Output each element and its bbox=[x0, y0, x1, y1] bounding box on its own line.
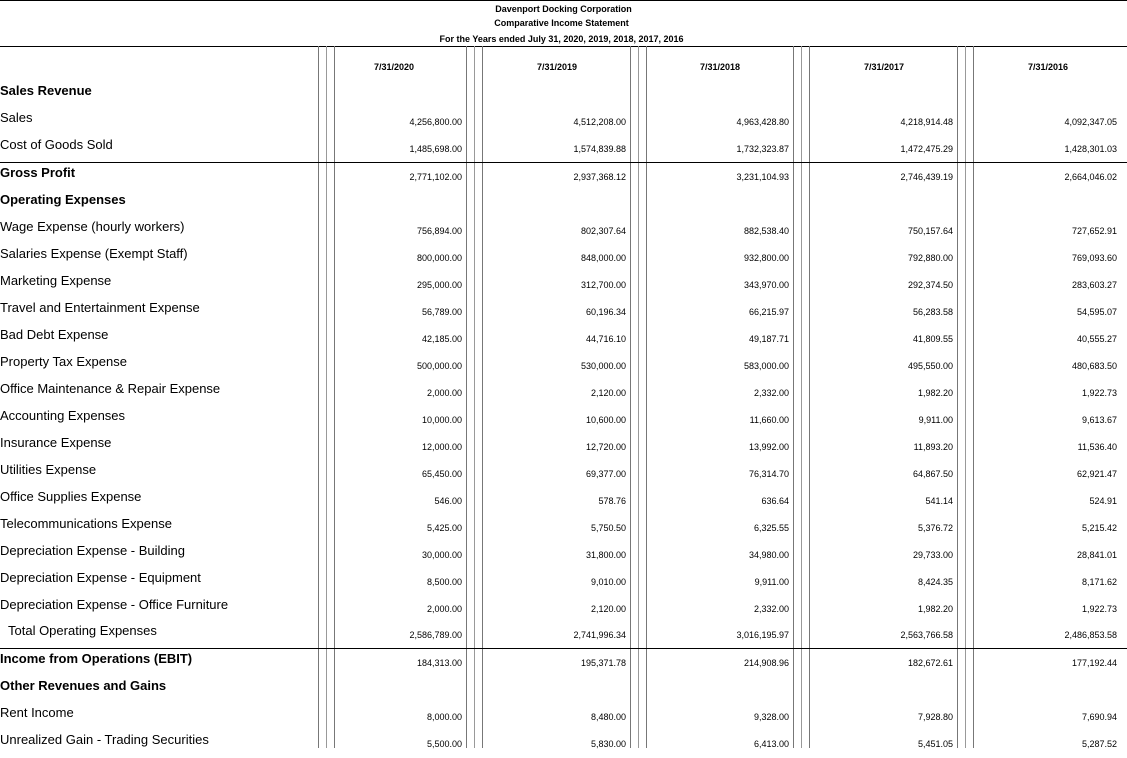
column-header-2019: 7/31/2019 bbox=[536, 62, 578, 72]
row-value: 182,672.61 bbox=[907, 658, 953, 668]
subtotal-rule bbox=[0, 648, 1127, 649]
row-value: 42,185.00 bbox=[421, 334, 462, 344]
row-value: 9,911.00 bbox=[754, 577, 789, 587]
row-value: 56,283.58 bbox=[912, 307, 953, 317]
row-label: Utilities Expense bbox=[0, 462, 97, 477]
row-value: 65,450.00 bbox=[421, 469, 462, 479]
row-value: 1,485,698.00 bbox=[409, 144, 462, 154]
row-value: 10,600.00 bbox=[585, 415, 626, 425]
row-value: 64,867.50 bbox=[912, 469, 953, 479]
row-value: 8,424.35 bbox=[917, 577, 953, 587]
table-row bbox=[0, 164, 1127, 191]
table-row bbox=[0, 704, 1127, 731]
row-value: 4,512,208.00 bbox=[573, 117, 626, 127]
top-border bbox=[0, 0, 1127, 1]
row-value: 2,332.00 bbox=[753, 388, 789, 398]
table-row bbox=[0, 272, 1127, 299]
row-value: 5,376.72 bbox=[917, 523, 953, 533]
row-value: 8,500.00 bbox=[426, 577, 462, 587]
row-label: Office Maintenance & Repair Expense bbox=[0, 381, 221, 396]
row-value: 1,472,475.29 bbox=[900, 144, 953, 154]
table-row bbox=[0, 731, 1127, 758]
row-value: 500,000.00 bbox=[416, 361, 462, 371]
row-value: 11,893.20 bbox=[913, 442, 953, 452]
row-value: 5,830.00 bbox=[590, 739, 626, 749]
row-value: 8,480.00 bbox=[590, 712, 626, 722]
row-value: 9,010.00 bbox=[590, 577, 626, 587]
row-value: 41,809.55 bbox=[912, 334, 953, 344]
table-row bbox=[0, 596, 1127, 623]
row-value: 882,538.40 bbox=[743, 226, 789, 236]
table-row bbox=[0, 569, 1127, 596]
row-label: Other Revenues and Gains bbox=[0, 678, 167, 693]
row-value: 1,922.73 bbox=[1081, 388, 1117, 398]
row-value: 1,982.20 bbox=[917, 604, 953, 614]
row-label: Income from Operations (EBIT) bbox=[0, 651, 193, 666]
row-label: Accounting Expenses bbox=[0, 408, 126, 423]
row-label: Unrealized Gain - Trading Securities bbox=[0, 732, 209, 747]
row-value: 66,215.97 bbox=[748, 307, 789, 317]
table-row bbox=[0, 353, 1127, 380]
column-header-2020: 7/31/2020 bbox=[373, 62, 415, 72]
row-label: Sales Revenue bbox=[0, 83, 92, 98]
row-value: 2,563,766.58 bbox=[900, 630, 953, 640]
row-value: 2,000.00 bbox=[426, 604, 462, 614]
row-value: 283,603.27 bbox=[1071, 280, 1117, 290]
table-row bbox=[0, 218, 1127, 245]
row-value: 56,789.00 bbox=[421, 307, 462, 317]
row-value: 2,586,789.00 bbox=[409, 630, 462, 640]
row-label: Bad Debt Expense bbox=[0, 327, 109, 342]
row-value: 69,377.00 bbox=[585, 469, 626, 479]
column-header-2017: 7/31/2017 bbox=[863, 62, 905, 72]
subtotal-rule bbox=[0, 162, 1127, 163]
row-value: 480,683.50 bbox=[1071, 361, 1117, 371]
row-label: Operating Expenses bbox=[0, 192, 126, 207]
row-value: 292,374.50 bbox=[907, 280, 953, 290]
row-label: Gross Profit bbox=[0, 165, 76, 180]
row-value: 848,000.00 bbox=[580, 253, 626, 263]
row-label: Property Tax Expense bbox=[0, 354, 127, 369]
row-value: 343,970.00 bbox=[743, 280, 789, 290]
row-value: 5,425.00 bbox=[426, 523, 462, 533]
row-label: Total Operating Expenses bbox=[8, 623, 157, 638]
row-value: 2,000.00 bbox=[426, 388, 462, 398]
row-value: 13,992.00 bbox=[748, 442, 789, 452]
row-label: Insurance Expense bbox=[0, 435, 112, 450]
row-value: 4,092,347.05 bbox=[1064, 117, 1117, 127]
row-value: 3,231,104.93 bbox=[736, 172, 789, 182]
table-row bbox=[0, 109, 1127, 136]
table-row bbox=[0, 542, 1127, 569]
table-row bbox=[0, 245, 1127, 272]
row-value: 31,800.00 bbox=[585, 550, 626, 560]
row-label: Office Supplies Expense bbox=[0, 489, 142, 504]
table-row bbox=[0, 407, 1127, 434]
row-value: 34,980.00 bbox=[748, 550, 789, 560]
row-value: 2,120.00 bbox=[590, 388, 626, 398]
row-value: 8,000.00 bbox=[426, 712, 462, 722]
row-value: 2,664,046.02 bbox=[1064, 172, 1117, 182]
row-value: 44,716.10 bbox=[585, 334, 626, 344]
row-value: 636.64 bbox=[761, 496, 789, 506]
row-value: 7,928.80 bbox=[917, 712, 953, 722]
row-value: 295,000.00 bbox=[416, 280, 462, 290]
row-label: Sales bbox=[0, 110, 33, 125]
row-value: 214,908.96 bbox=[743, 658, 789, 668]
row-label: Depreciation Expense - Equipment bbox=[0, 570, 201, 585]
row-value: 195,371.78 bbox=[580, 658, 626, 668]
row-value: 4,218,914.48 bbox=[900, 117, 953, 127]
row-value: 29,733.00 bbox=[912, 550, 953, 560]
row-value: 177,192.44 bbox=[1071, 658, 1117, 668]
row-value: 5,750.50 bbox=[590, 523, 626, 533]
row-value: 30,000.00 bbox=[421, 550, 462, 560]
row-value: 11,660.00 bbox=[749, 415, 789, 425]
row-value: 727,652.91 bbox=[1071, 226, 1117, 236]
row-value: 1,732,323.87 bbox=[736, 144, 789, 154]
row-value: 4,963,428.80 bbox=[736, 117, 789, 127]
row-value: 583,000.00 bbox=[743, 361, 789, 371]
row-value: 7,690.94 bbox=[1081, 712, 1117, 722]
row-value: 40,555.27 bbox=[1076, 334, 1117, 344]
row-value: 932,800.00 bbox=[743, 253, 789, 263]
row-label: Telecommunications Expense bbox=[0, 516, 172, 531]
row-value: 54,595.07 bbox=[1076, 307, 1117, 317]
row-label: Rent Income bbox=[0, 705, 74, 720]
table-row bbox=[0, 515, 1127, 542]
row-value: 2,937,368.12 bbox=[573, 172, 626, 182]
row-value: 312,700.00 bbox=[580, 280, 626, 290]
row-value: 60,196.34 bbox=[585, 307, 626, 317]
company-name: Davenport Docking Corporation bbox=[495, 4, 632, 14]
row-value: 11,536.40 bbox=[1077, 442, 1117, 452]
row-value: 3,016,195.97 bbox=[736, 630, 789, 640]
table-row bbox=[0, 434, 1127, 461]
row-value: 5,451.05 bbox=[917, 739, 953, 749]
row-value: 1,922.73 bbox=[1081, 604, 1117, 614]
table-row bbox=[0, 136, 1127, 163]
column-header-2016: 7/31/2016 bbox=[1027, 62, 1069, 72]
row-value: 5,500.00 bbox=[426, 739, 462, 749]
row-label: Travel and Entertainment Expense bbox=[0, 300, 200, 315]
row-value: 578.76 bbox=[598, 496, 626, 506]
row-value: 12,000.00 bbox=[421, 442, 462, 452]
row-value: 9,911.00 bbox=[918, 415, 953, 425]
table-row bbox=[0, 191, 1127, 218]
row-value: 184,313.00 bbox=[416, 658, 462, 668]
row-value: 76,314.70 bbox=[748, 469, 789, 479]
row-value: 10,000.00 bbox=[421, 415, 462, 425]
row-value: 546.00 bbox=[434, 496, 462, 506]
row-value: 2,741,996.34 bbox=[573, 630, 626, 640]
row-value: 62,921.47 bbox=[1076, 469, 1117, 479]
row-value: 9,613.67 bbox=[1081, 415, 1117, 425]
row-label: Depreciation Expense - Office Furniture bbox=[0, 597, 229, 612]
row-value: 769,093.60 bbox=[1071, 253, 1117, 263]
row-value: 1,574,839.88 bbox=[573, 144, 626, 154]
row-value: 1,428,301.03 bbox=[1064, 144, 1117, 154]
row-value: 5,215.42 bbox=[1081, 523, 1117, 533]
table-row bbox=[0, 622, 1127, 649]
row-label: Depreciation Expense - Building bbox=[0, 543, 185, 558]
row-value: 28,841.01 bbox=[1076, 550, 1117, 560]
statement-title: Comparative Income Statement bbox=[494, 18, 629, 28]
row-label: Cost of Goods Sold bbox=[0, 137, 113, 152]
row-value: 2,746,439.19 bbox=[900, 172, 953, 182]
table-row bbox=[0, 677, 1127, 704]
row-value: 6,325.55 bbox=[753, 523, 789, 533]
table-row bbox=[0, 299, 1127, 326]
row-value: 792,880.00 bbox=[907, 253, 953, 263]
row-value: 12,720.00 bbox=[585, 442, 626, 452]
row-value: 8,171.62 bbox=[1081, 577, 1117, 587]
row-value: 530,000.00 bbox=[580, 361, 626, 371]
row-value: 2,486,853.58 bbox=[1064, 630, 1117, 640]
row-value: 802,307.64 bbox=[580, 226, 626, 236]
row-value: 524.91 bbox=[1089, 496, 1117, 506]
table-row bbox=[0, 650, 1127, 677]
row-value: 4,256,800.00 bbox=[409, 117, 462, 127]
table-row bbox=[0, 326, 1127, 353]
table-row bbox=[0, 488, 1127, 515]
row-value: 49,187.71 bbox=[748, 334, 789, 344]
row-label: Wage Expense (hourly workers) bbox=[0, 219, 185, 234]
row-label: Marketing Expense bbox=[0, 273, 112, 288]
row-value: 6,413.00 bbox=[753, 739, 789, 749]
row-value: 2,332.00 bbox=[753, 604, 789, 614]
statement-period: For the Years ended July 31, 2020, 2019, 2018, 2017, 2016 bbox=[439, 34, 684, 44]
row-value: 2,771,102.00 bbox=[409, 172, 462, 182]
row-value: 756,894.00 bbox=[416, 226, 462, 236]
row-value: 750,157.64 bbox=[907, 226, 953, 236]
table-row bbox=[0, 461, 1127, 488]
row-value: 800,000.00 bbox=[416, 253, 462, 263]
row-value: 1,982.20 bbox=[917, 388, 953, 398]
column-header-2018: 7/31/2018 bbox=[699, 62, 741, 72]
table-row bbox=[0, 82, 1127, 109]
row-value: 5,287.52 bbox=[1081, 739, 1117, 749]
row-value: 9,328.00 bbox=[753, 712, 789, 722]
row-value: 2,120.00 bbox=[590, 604, 626, 614]
row-value: 495,550.00 bbox=[907, 361, 953, 371]
table-row bbox=[0, 380, 1127, 407]
row-label: Salaries Expense (Exempt Staff) bbox=[0, 246, 188, 261]
row-value: 541.14 bbox=[925, 496, 953, 506]
